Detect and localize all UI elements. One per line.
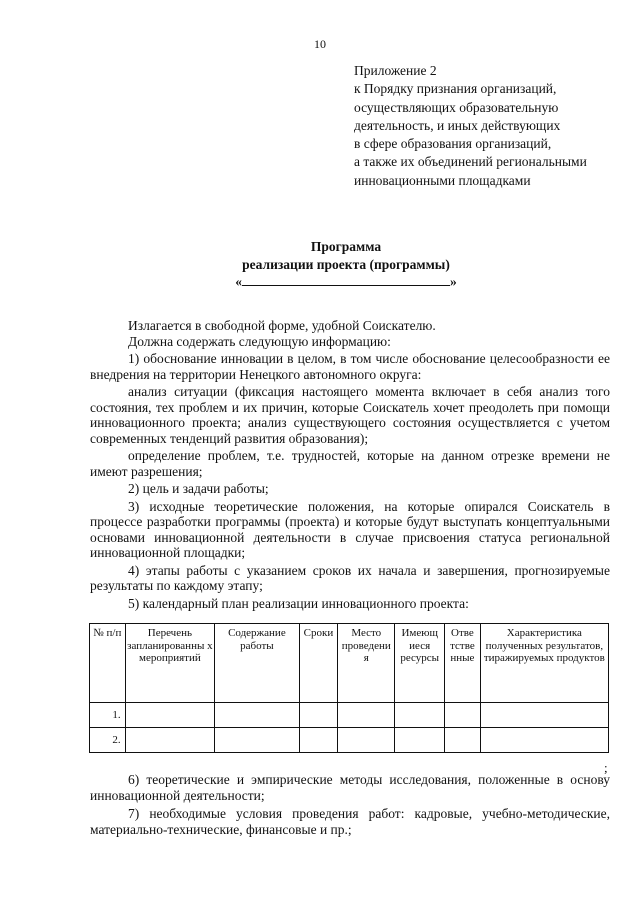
table-cell [445,728,481,753]
table-header: Отве тстве нные [445,624,481,703]
table-cell [395,728,445,753]
table-cell [480,728,608,753]
table-header: Содержание работы [215,624,299,703]
paragraph: Излагается в свободной форме, удобной Соискателю. [128,318,436,333]
table-cell [215,703,299,728]
semicolon-mark: ; [604,760,608,775]
table-cell [299,703,338,728]
table-row [90,703,609,728]
paragraph: 2) цель и задачи работы; [128,481,269,496]
table-header: Характеристика полученных результатов, тиражируемых продуктов [480,624,608,703]
appendix-line: в сфере образования организаций, [354,136,552,152]
table-cell [395,703,445,728]
blank-line [242,273,450,286]
paragraph: 7) необходимые условия проведения работ: кадровые, учебно-методические, материально-технические, финансовые и пр.; [90,806,610,837]
appendix-header [354,62,624,190]
page-number: 10 [314,37,326,51]
table-row [90,728,609,753]
table-header: Имеющ иеся ресурсы [395,624,445,703]
body-text-bottom [90,772,610,837]
table-cell [125,728,215,753]
table-cell [480,703,608,728]
table-cell [215,728,299,753]
paragraph: 1) обоснование инновации в целом, в том числе обоснование целесообразности ее внедрения на территории Ненецкого автономного округа: [90,351,610,382]
paragraph: определение проблем, т.е. трудностей, которые на данном отрезке времени не имеют разрешения; [90,448,610,479]
row-number: 1. [90,703,126,728]
appendix-line: к Порядку признания организаций, [354,81,557,97]
appendix-line: деятельность, и иных действующих [354,117,561,133]
calendar-plan-table [89,623,609,753]
paragraph: 5) календарный план реализации инновационного проекта: [128,595,469,611]
quote-open: « [235,274,242,289]
table-cell [445,703,481,728]
table-cell [338,728,395,753]
paragraph: 4) этапы работы с указанием сроков их начала и завершения, прогнозируемые результаты по каждому этапу; [90,562,610,593]
table-cell [125,703,215,728]
paragraph: анализ ситуации (фиксация настоящего момента включает в себя анализ того состояния, тех проблем и их причин, которые Соискатель хочет преодолеть при помощи инновационного проекта; анализ существующего состояния осуществляется с учетом современных тенденций развития образования); [90,384,610,446]
body-text-top [90,318,610,611]
table-header: Место проведени я [338,624,395,703]
table-cell [299,728,338,753]
table-cell [338,703,395,728]
paragraph: 6) теоретические и эмпирические методы исследования, положенные в основу инновационной деятельности; [90,772,610,803]
appendix-line: инновационными площадками [354,172,531,188]
row-number: 2. [90,728,126,753]
table-header-row [90,624,609,703]
table-header: Перечень запланированны х мероприятий [125,624,215,703]
paragraph: 3) исходные теоретические положения, на которые опирался Соискатель в процессе разработки программы (проекта) и которые будут выступать концептуальными основами инновационной деятельности в случае присвоения статуса региональной инновационной площадки; [90,498,610,560]
table-header: № п/п [90,624,126,703]
project-name-blank [0,273,640,291]
table-header: Сроки [299,624,338,703]
quote-close: » [450,274,457,289]
appendix-line: а также их объединений региональными [354,154,587,170]
paragraph: Должна содержать следующую информацию: [128,333,391,349]
program-title: Программа [310,239,382,254]
appendix-line: Приложение 2 [354,63,437,78]
program-subtitle: реализации проекта (программы) [242,257,450,272]
appendix-line: осуществляющих образовательную [354,99,559,115]
